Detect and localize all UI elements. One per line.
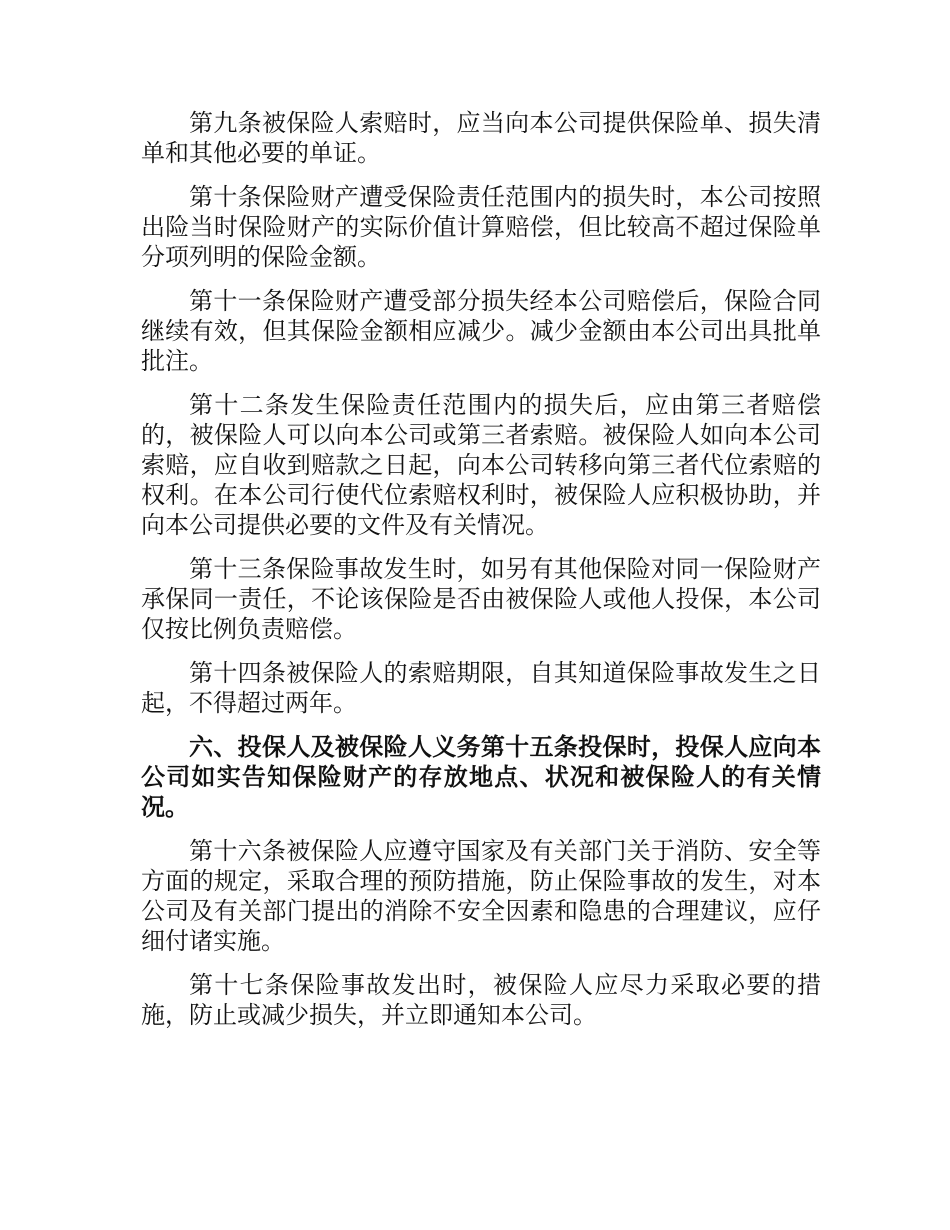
paragraph-article-12: 第十二条发生保险责任范围内的损失后，应由第三者赔偿的，被保险人可以向本公司或第三者索赔。被保险人如向本公司索赔，应自收到赔款之日起，向本公司转移向第三者代位索赔的权利。在本公司行使代位索赔权利时，被保险人应积极协助，并向本公司提供必要的文件及有关情况。 (141, 391, 821, 539)
paragraph-article-10: 第十条保险财产遭受保险责任范围内的损失时，本公司按照出险当时保险财产的实际价值计算赔偿，但比较高不超过保险单分项列明的保险金额。 (141, 183, 821, 271)
paragraph-article-11: 第十一条保险财产遭受部分损失经本公司赔偿后，保险合同继续有效，但其保险金额相应减少。减少金额由本公司出具批单批注。 (141, 287, 821, 375)
document-page (141, 108, 821, 1044)
paragraph-article-9: 第九条被保险人索赔时，应当向本公司提供保险单、损失清单和其他必要的单证。 (141, 109, 821, 167)
paragraph-article-14: 第十四条被保险人的索赔期限，自其知道保险事故发生之日起，不得超过两年。 (141, 659, 821, 717)
section-heading-obligations: 六、投保人及被保险人义务第十五条投保时，投保人应向本公司如实告知保险财产的存放地点、状况和被保险人的有关情况。 (141, 733, 821, 821)
paragraph-article-16: 第十六条被保险人应遵守国家及有关部门关于消防、安全等方面的规定，采取合理的预防措施，防止保险事故的发生，对本公司及有关部门提出的消除不安全因素和隐患的合理建议，应仔细付诸实施。 (141, 837, 821, 955)
paragraph-article-17: 第十七条保险事故发出时，被保险人应尽力采取必要的措施，防止或减少损失，并立即通知本公司。 (141, 971, 821, 1029)
paragraph-article-13: 第十三条保险事故发生时，如另有其他保险对同一保险财产承保同一责任，不论该保险是否由被保险人或他人投保，本公司仅按比例负责赔偿。 (141, 555, 821, 643)
